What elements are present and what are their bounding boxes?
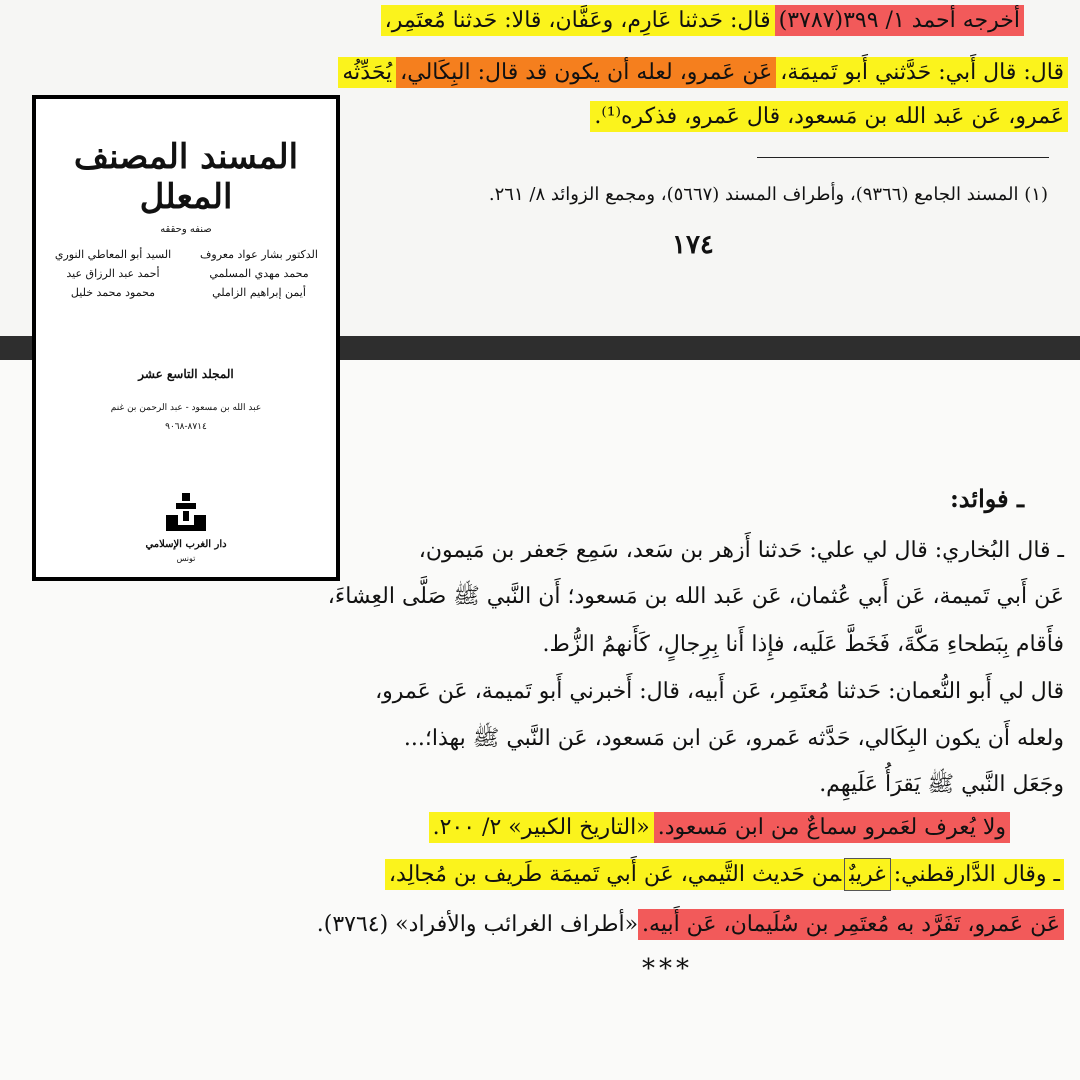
paragraph-line: فأَقام بِبَطحاءِ مَكَّةَ، فَخَطَّ عَلَيه، فإِذا أَنا بِرِجالٍ، كَأَنهمُ الزُّط. [542,632,1064,657]
source-highlight: «التاريخ الكبير» ٢/ ٢٠٠. [429,812,654,843]
page-number: ١٧٤ [672,230,714,260]
daraqutni-line [385,858,1064,892]
isolation-highlight: عَن عَمرو، تَفَرَّد به مُعتَمِر بن سُلَيمان، عَن أَبيه. [638,909,1064,940]
author-name: أيمن إبراهيم الزاملي [212,286,306,299]
narration-highlight: قال: حَدثنا عَارِم، وعَفَّان، قالا: حَدثنا مُعتَمِر، [381,5,775,36]
top-line-3 [590,100,1068,134]
author-name: محمد مهدي المسلمي [209,267,309,280]
top-line-1 [381,4,1024,38]
paragraph-line: عَن أَبي تَميمة، عَن أَبي عُثمان، عَن عَبد الله بن مَسعود؛ أَن النَّبي ﷺ صَلَّى العِشاءَ، [327,584,1064,609]
publisher-logo-icon [158,491,214,537]
paragraph-line: قال لي أَبو النُّعمان: حَدثنا مُعتَمِر، عَن أَبيه، قال: أَخبرني أَبو تَميمة، عَن عَمرو، [375,679,1064,704]
cover-volume: المجلد التاسع عشر [138,367,234,381]
source-reference: «أطراف الغرائب والأفراد» (٣٧٦٤). [316,912,639,937]
cover-subtitle: صنفه وحققه [160,224,212,235]
cover-title: المسند المصنف المعلل [73,137,299,217]
narration-highlight: قال: قال أَبي: حَدَّثني أَبو تَميمَة، [776,57,1068,88]
narration-highlight: عَمرو، عَن عَبد الله بن مَسعود، قال عَمرو، فذكره⁽¹⁾. [590,101,1068,132]
author-name: أحمد عبد الرزاق عيد [66,267,160,280]
narration-highlight: من حَديث التَّيمي، عَن أَبي تَميمَة طَريف بن مُجالِد، [385,859,845,890]
book-cover [32,95,340,581]
gharib-highlight: غريبٌ [845,859,889,890]
paragraph-line: وجَعَل النَّبي ﷺ يَقرَأُ عَلَيهِم. [819,772,1064,797]
doubt-highlight: عَن عَمرو، لعله أن يكون قد قال: البِكَالي، [396,57,776,88]
footnote-rule [757,157,1049,158]
footnote: (١) المسند الجامع (٩٣٦٦)، وأطراف المسند (٥٦٦٧)، ومجمع الزوائد ٨/ ٢٦١. [488,184,1048,205]
authors-left-column [54,245,172,302]
authors-right-column [200,245,318,302]
author-name: السيد أبو المعاطي النوري [54,248,172,261]
cover-city: تونس [176,554,196,563]
daraqutni-line-2 [317,908,1064,942]
narration-highlight: يُحَدِّثُه [338,57,396,88]
section-heading: ـ فوائد: [949,484,1024,513]
paragraph-line: ـ قال البُخاري: قال لي علي: حَدثنا أَزهر بن سَعد، سَمِع جَعفر بن مَيمون، [418,538,1064,563]
cover-numbers: ٨٧١٤-٩٠٦٨ [165,422,207,432]
author-name: محمود محمد خليل [70,286,156,299]
author-name: الدكتور بشار عواد معروف [200,248,318,261]
paragraph-line: ولعله أَن يكون البِكَالي، حَدَّثه عَمرو، عَن ابن مَسعود، عَن النَّبي ﷺ بهذا؛... [403,726,1064,751]
cover-publisher: دار الغرب الإسلامي [145,539,227,550]
citation-highlight: أخرجه أحمد ١/ ٣٩٩(٣٧٨٧) [775,5,1024,36]
cover-range: عبد الله بن مسعود - عبد الرحمن بن غنم [110,403,262,413]
bukhari-note-line [429,811,1010,845]
top-line-2 [338,56,1068,90]
narration-highlight: ـ وقال الدَّارقطني: [890,859,1064,890]
section-end-stars: *** [642,954,693,984]
not-heard-highlight: ولا يُعرف لعَمرو سماعٌ من ابن مَسعود. [654,812,1010,843]
